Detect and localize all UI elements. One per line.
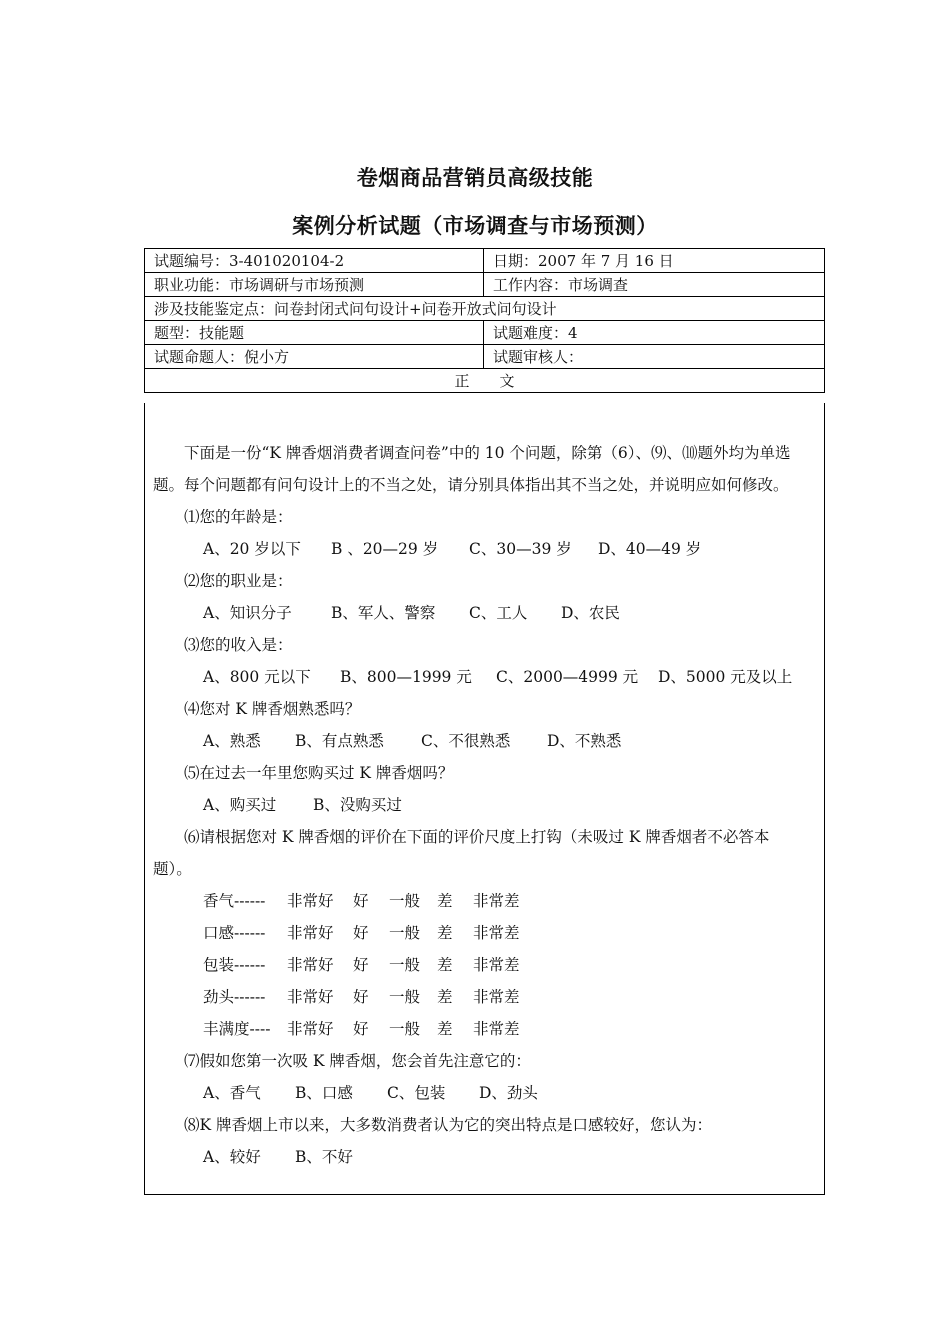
scale-attribute: 丰满度---- [203, 1020, 271, 1038]
question-2: ⑵您的职业是： [184, 572, 293, 590]
scale-row [153, 917, 818, 949]
scale-level: 好 [353, 1020, 369, 1038]
scale-level: 非常好 [287, 892, 334, 910]
scale-level: 好 [353, 956, 369, 974]
scale-row [153, 885, 818, 917]
options-3 [153, 661, 818, 693]
question-1: ⑴您的年龄是： [184, 508, 293, 526]
difficulty: 试题难度：4 [484, 321, 825, 345]
option: D、5000 元及以上 [658, 668, 793, 686]
work-content: 工作内容：市场调查 [484, 273, 825, 297]
skill-points: 涉及技能鉴定点：问卷封闭式问句设计+问卷开放式问句设计 [145, 297, 825, 321]
scale-level: 差 [437, 892, 453, 910]
option: C、30—39 岁 [469, 540, 572, 558]
option: A、较好 [203, 1148, 261, 1166]
question-7: ⑺假如您第一次吸 K 牌香烟，您会首先注意它的： [184, 1052, 531, 1070]
question-5: ⑸在过去一年里您购买过 K 牌香烟吗？ [184, 764, 454, 782]
scale-level: 差 [437, 1020, 453, 1038]
option: B、有点熟悉 [295, 732, 384, 750]
scale-level: 一般 [389, 1020, 421, 1038]
scale-level: 差 [437, 988, 453, 1006]
option: A、香气 [203, 1084, 261, 1102]
question-6-continuation: 题）。 [153, 860, 192, 878]
scale-level: 好 [353, 988, 369, 1006]
scale-level: 一般 [389, 988, 421, 1006]
scale-attribute: 口感------ [203, 924, 266, 942]
options-5 [153, 789, 818, 821]
option: C、不很熟悉 [421, 732, 511, 750]
option: A、知识分子 [203, 604, 292, 622]
option: D、农民 [561, 604, 620, 622]
scale-level: 非常差 [473, 956, 520, 974]
options-8 [153, 1141, 818, 1173]
scale-level: 好 [353, 924, 369, 942]
doc-title-line2: 案例分析试题（市场调查与市场预测） [292, 214, 658, 238]
scale-row [153, 981, 818, 1013]
question-3: ⑶您的收入是： [184, 636, 293, 654]
scale-level: 非常差 [473, 1020, 520, 1038]
exam-info-table [144, 248, 825, 393]
question-4: ⑷您对 K 牌香烟熟悉吗？ [184, 700, 361, 718]
option: B、口感 [295, 1084, 353, 1102]
option: A、20 岁以下 [203, 540, 301, 558]
option: B 、20—29 岁 [331, 540, 439, 558]
job-function: 职业功能：市场调研与市场预测 [145, 273, 484, 297]
option: B、800—1999 元 [340, 668, 472, 686]
question-body [153, 437, 818, 1173]
scale-level: 好 [353, 892, 369, 910]
scale-level: 非常好 [287, 1020, 334, 1038]
option: C、包装 [387, 1084, 446, 1102]
question-type: 题型：技能题 [145, 321, 484, 345]
exam-code: 试题编号：3-401020104-2 [145, 249, 484, 273]
option: D、40—49 岁 [598, 540, 702, 558]
scale-level: 非常差 [473, 892, 520, 910]
option: A、800 元以下 [203, 668, 311, 686]
scale-level: 非常差 [473, 988, 520, 1006]
scale-level: 一般 [389, 924, 421, 942]
scale-attribute: 劲头------ [203, 988, 266, 1006]
option: B、军人、警察 [331, 604, 436, 622]
scale-row [153, 1013, 818, 1045]
option: A、熟悉 [203, 732, 261, 750]
scale-level: 非常好 [287, 956, 334, 974]
reviewer: 试题审核人： [484, 345, 825, 369]
options-7 [153, 1077, 818, 1109]
scale-level: 非常好 [287, 988, 334, 1006]
scale-level: 一般 [389, 956, 421, 974]
option: C、工人 [469, 604, 528, 622]
scale-attribute: 香气------ [203, 892, 266, 910]
intro-paragraph: 下面是一份“K 牌香烟消费者调查问卷”中的 10 个问题，除第（6）、⑼、⑽题外均为单选题。每个问题都有问句设计上的不当之处，请分别具体指出其不当之处，并说明应如何修改。 [153, 444, 791, 494]
scale-row [153, 949, 818, 981]
option: D、不熟悉 [547, 732, 622, 750]
option: B、不好 [295, 1148, 353, 1166]
exam-date: 日期：2007 年 7 月 16 日 [484, 249, 825, 273]
scale-level: 一般 [389, 892, 421, 910]
question-8: ⑻K 牌香烟上市以来，大多数消费者认为它的突出特点是口感较好，您认为： [184, 1116, 713, 1134]
option: A、购买过 [203, 796, 277, 814]
scale-level: 差 [437, 924, 453, 942]
option: D、劲头 [479, 1084, 538, 1102]
scale-level: 非常好 [287, 924, 334, 942]
doc-title-line1: 卷烟商品营销员高级技能 [356, 166, 594, 190]
scale-level: 差 [437, 956, 453, 974]
options-1 [153, 533, 818, 565]
author: 试题命题人：倪小方 [145, 345, 484, 369]
scale-attribute: 包装------ [203, 956, 266, 974]
option: B、没购买过 [313, 796, 402, 814]
options-2 [153, 597, 818, 629]
option: C、2000—4999 元 [496, 668, 639, 686]
question-6: ⑹请根据您对 K 牌香烟的评价在下面的评价尺度上打钩（未吸过 K 牌香烟者不必答本 [184, 828, 770, 846]
body-header: 正 文 [145, 369, 825, 393]
scale-level: 非常差 [473, 924, 520, 942]
options-4 [153, 725, 818, 757]
